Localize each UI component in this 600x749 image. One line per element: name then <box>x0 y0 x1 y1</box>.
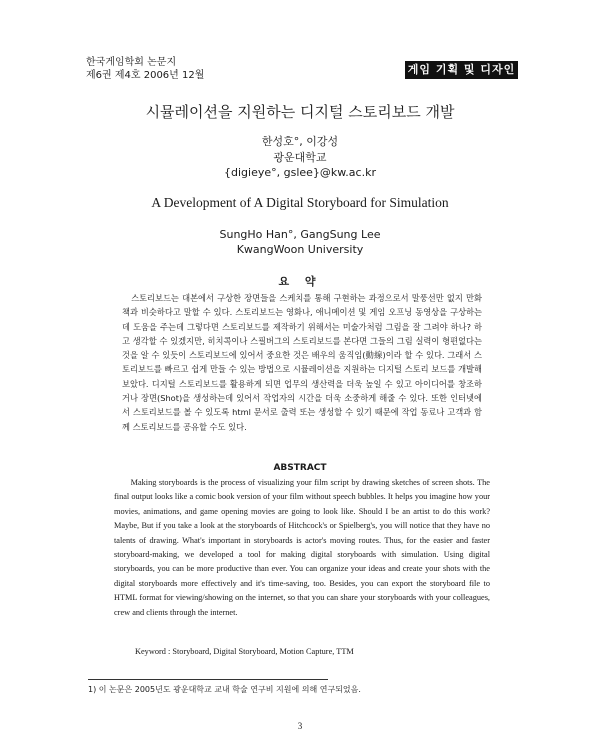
keywords: Keyword : Storyboard, Digital Storyboard, Motion Capture, TTM <box>135 647 354 656</box>
footnote-divider <box>88 679 328 680</box>
paper-title-english: A Development of A Digital Storyboard for Simulation <box>151 195 449 210</box>
affiliation-korean: 광운대학교 <box>273 151 327 164</box>
journal-issue: 제6권 제4호 2006년 12월 <box>86 70 205 81</box>
authors-english: SungHo Han°, GangSung Lee <box>219 228 381 241</box>
page-number: 3 <box>297 721 303 731</box>
author-email: {digieye°, gslee}@kw.ac.kr <box>224 166 376 179</box>
section-tag: 게임 기획 및 디자인 <box>405 61 518 79</box>
authors-korean: 한성호°, 이강성 <box>261 135 339 148</box>
abstract-korean-text: 스토리보드는 대본에서 구상한 장면들을 스케치를 통해 구현하는 과정으로서 말풍선만 없지 만화책과 비슷하다고 말할 수 있다. 스토리보드는 영화나, 애니메이션 및 게임 오프닝 동영상을 구상하는데 도움을 주는데 그렇다면 스토리보드를 제작하기 위해서는 미술가처럼 그림을 잘 그려야 하나? 하고 생각할 수 있겠지만, 히치콕이나 스필버그의 스토리보드를 본다면 그들의 그림 실력이 형편없다는 것을 알 수 있듯이 스토리보드에 있어서 중요한 것은 배우의 움직임(動線)이라 할 수 있다. 그래서 스토리보드를 빠르고 쉽게 만들 수 있는 방법으로 시뮬레이션을 지원하는 디지털 스토리 보드를 개발해보았다. 디지털 스토리보드를 활용하게 되면 업무의 생산력을 더욱 높일 수 있고 아이디어를 창조하거나 장면(Shot)을 생성하는데 있어서 작업자의 시간을 더욱 소중하게 해줄 수 있다. 또한 인터넷에서 스토리보드를 볼 수 있도록 html 문서로 출력 또는 생성할 수 있기 때문에 작업 동료나 고객과 함께 스토리보드를 공유할 수도 있다. <box>122 293 482 432</box>
abstract-english-heading: ABSTRACT <box>273 463 327 473</box>
affiliation-english: KwangWoon University <box>236 243 364 256</box>
journal-name: 한국게임학회 논문지 <box>86 57 177 68</box>
footnote: 1) 이 논문은 2005년도 광운대학교 교내 학술 연구비 지원에 의해 연구되었음. <box>88 685 361 694</box>
paper-title-korean: 시뮬레이션을 지원하는 디지털 스토리보드 개발 <box>145 103 455 121</box>
abstract-english-text: Making storyboards is the process of visualizing your film script by drawing sketches of screen shots. The final output looks like a comic book version of your film without speech bubbles. It helps you imagine how your movies, animations, and game opening movies are going to look like. Should I be an artist to do this work? Maybe, But if you take a look at the storyboards of Hitchcock's or Spielberg's, you will notice that they have no talents of drawing. What's important in storyboards is actor's moving routes. Thus, for the easier and faster storyboard-making, we developed a tool for making digital storyboards with simulation. Using digital storyboards, you can be more productive than ever. You can organize your ideas and create your shots with the digital storyboards more effectively and it's time-saving, too. Besides, you can export the storyboard file to HTML format for viewing/showing on the internet, so that you can share your storyboards with your colleagues, crew and clients through the internet. <box>114 478 490 617</box>
abstract-korean-heading: 요 약 <box>278 275 322 288</box>
journal-header <box>86 56 204 82</box>
